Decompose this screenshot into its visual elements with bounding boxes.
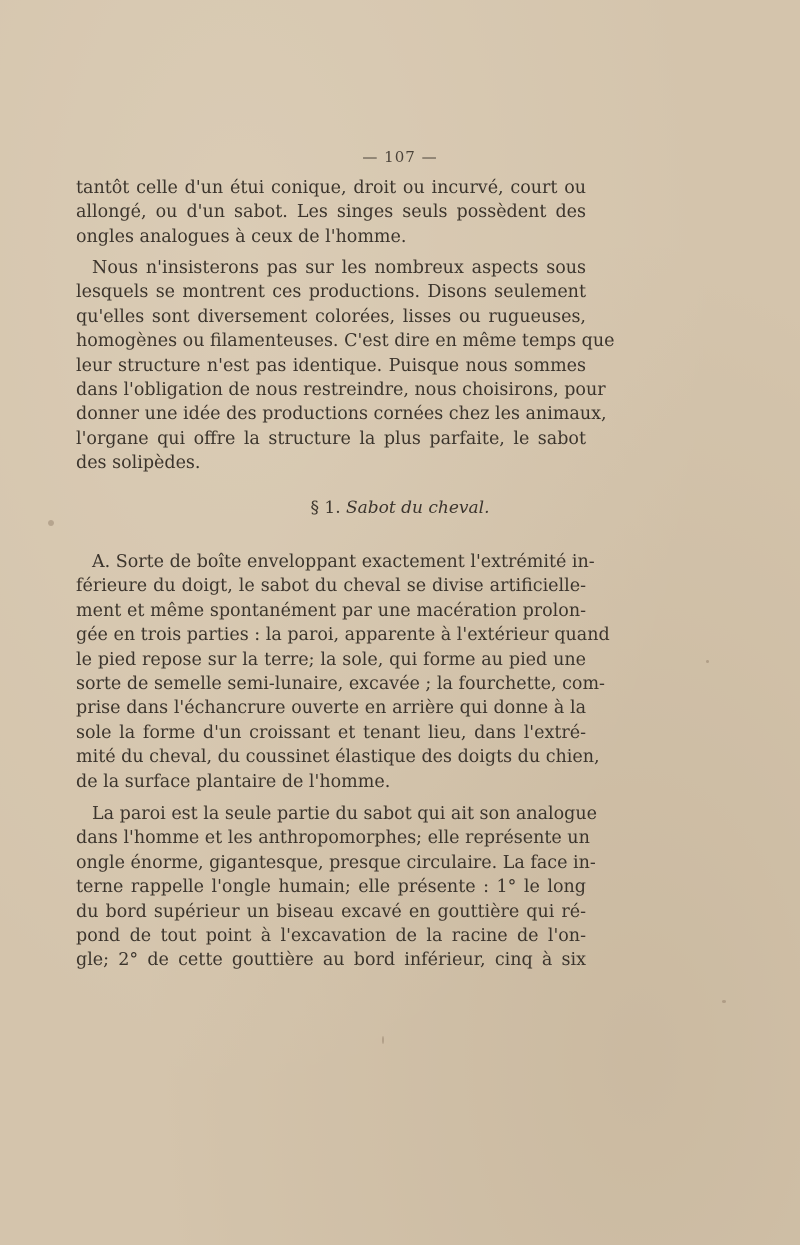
page-number: — 107 — (362, 148, 438, 166)
text-line: Nous n'insisterons pas sur les nombreux aspects sous (92, 258, 586, 278)
text-line: ongles analogues à ceux de l'homme. (76, 226, 407, 247)
text-line: terne rappelle l'ongle humain; elle présente : 1° le long (76, 877, 586, 898)
paper-speck (722, 1000, 726, 1003)
text-line: lesquels se montrent ces productions. Disons seulement (76, 282, 586, 303)
paper-speck (382, 1036, 384, 1044)
text-line: allongé, ou d'un sabot. Les singes seuls possèdent des (76, 202, 586, 223)
text-line: dans l'homme et les anthropomorphes; elle représente un (76, 828, 590, 849)
text-line: La paroi est la seule partie du sabot qui ait son analogue (92, 804, 598, 824)
text-line: donner une idée des productions cornées chez les animaux, (76, 404, 607, 425)
paragraph-description (76, 550, 610, 794)
text-line: sorte de semelle semi-lunaire, excavée ; la fourchette, com- (76, 674, 605, 695)
section-heading (0, 498, 800, 518)
text-line: ongle énorme, gigantesque, presque circulaire. La face in- (76, 852, 596, 873)
text-line: gle; 2° de cette gouttière au bord inférieur, cinq à six (76, 950, 586, 971)
text-line: férieure du doigt, le sabot du cheval se divise artificielle- (76, 576, 586, 597)
text-line: prise dans l'échancrure ouverte en arrière qui donne à la (76, 698, 586, 719)
text-line: le pied repose sur la terre; la sole, qui forme au pied une (76, 649, 586, 670)
text-line: mité du cheval, du coussinet élastique des doigts du chien, (76, 747, 600, 768)
text-line: A. Sorte de boîte enveloppant exactement l'extrémité in- (92, 552, 595, 572)
text-line: leur structure n'est pas identique. Puisque nous sommes (76, 355, 586, 376)
text-line: sole la forme d'un croissant et tenant lieu, dans l'extré- (76, 722, 586, 743)
text-line: des solipèdes. (76, 453, 201, 474)
paragraph-intro (76, 256, 615, 476)
paper-speck (48, 520, 54, 526)
text-line: qu'elles sont diversement colorées, lisses ou rugueuses, (76, 306, 586, 327)
section-title: Sabot du cheval. (346, 498, 490, 518)
text-line: tantôt celle d'un étui conique, droit ou incurvé, court ou (76, 178, 586, 198)
paragraph-continuation (76, 176, 586, 249)
text-line: de la surface plantaire de l'homme. (76, 771, 391, 792)
text-line: homogènes ou filamenteuses. C'est dire en même temps que (76, 331, 615, 352)
text-line: pond de tout point à l'excavation de la racine de l'on- (76, 926, 586, 947)
text-line: gée en trois parties : la paroi, apparente à l'extérieur quand (76, 625, 610, 646)
text-line: ment et même spontanément par une macération prolon- (76, 600, 586, 621)
paragraph-paroi (76, 802, 598, 973)
text-line: dans l'obligation de nous restreindre, nous choisirons, pour (76, 380, 606, 401)
paper-speck (706, 660, 709, 663)
text-line: du bord supérieur un biseau excavé en gouttière qui ré- (76, 901, 586, 922)
text-line: l'organe qui offre la structure la plus parfaite, le sabot (76, 428, 586, 449)
section-marker: § 1. (310, 498, 341, 518)
